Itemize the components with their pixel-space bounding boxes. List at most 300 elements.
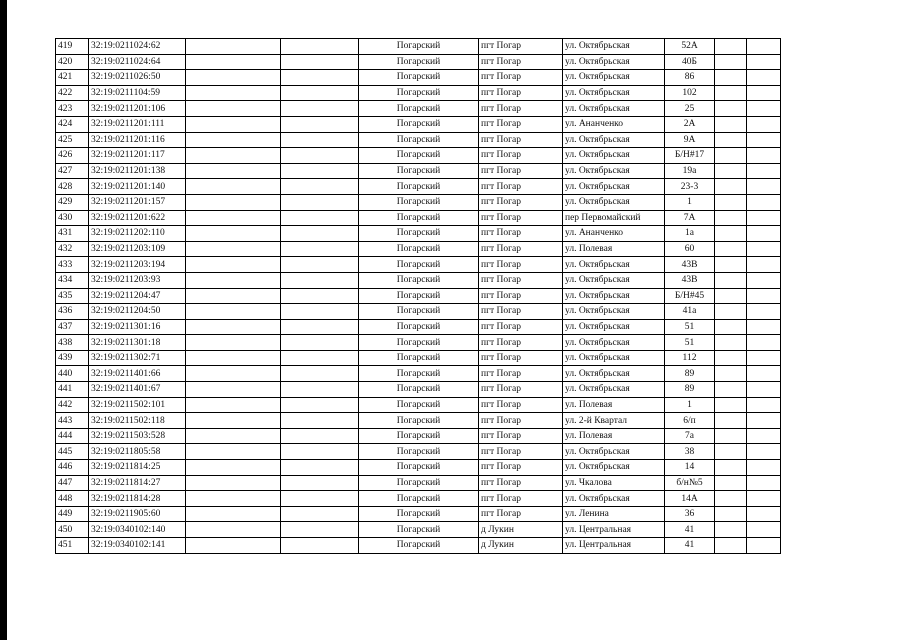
house-number: 40Б (665, 54, 715, 70)
table-row (56, 350, 781, 366)
locality: пгт Погар (479, 39, 563, 55)
empty-cell (281, 272, 359, 288)
cadastral-number: 32:19:0211805:58 (89, 444, 186, 460)
cadastral-number: 32:19:0211204:50 (89, 304, 186, 320)
house-number: 2А (665, 116, 715, 132)
table-row (56, 382, 781, 398)
house-number: 6/п (665, 413, 715, 429)
empty-cell (747, 288, 781, 304)
street: ул. Октябрьская (563, 148, 665, 164)
empty-cell (281, 288, 359, 304)
empty-cell (186, 241, 281, 257)
house-number: Б/Н#17 (665, 148, 715, 164)
empty-cell (747, 304, 781, 320)
empty-cell (747, 148, 781, 164)
empty-cell (747, 116, 781, 132)
empty-cell (281, 319, 359, 335)
street: ул. Октябрьская (563, 366, 665, 382)
cadastral-number: 32:19:0211502:101 (89, 397, 186, 413)
locality: пгт Погар (479, 304, 563, 320)
table-row (56, 179, 781, 195)
cadastral-number: 32:19:0211026:50 (89, 70, 186, 86)
empty-cell (747, 132, 781, 148)
table-row (56, 538, 781, 554)
empty-cell (747, 475, 781, 491)
table-row (56, 272, 781, 288)
empty-cell (715, 444, 747, 460)
empty-cell (281, 475, 359, 491)
row-number: 432 (56, 241, 89, 257)
empty-cell (281, 210, 359, 226)
empty-cell (715, 226, 747, 242)
empty-cell (281, 148, 359, 164)
house-number: 60 (665, 241, 715, 257)
district: Погарский (359, 460, 479, 476)
locality: пгт Погар (479, 413, 563, 429)
table-row (56, 397, 781, 413)
house-number: б/н№5 (665, 475, 715, 491)
row-number: 424 (56, 116, 89, 132)
row-number: 423 (56, 101, 89, 117)
table-row (56, 335, 781, 351)
table-row (56, 366, 781, 382)
locality: пгт Погар (479, 163, 563, 179)
street: ул. Октябрьская (563, 70, 665, 86)
district: Погарский (359, 538, 479, 554)
street: ул. Октябрьская (563, 319, 665, 335)
locality: пгт Погар (479, 506, 563, 522)
district: Погарский (359, 163, 479, 179)
street: ул. Октябрьская (563, 288, 665, 304)
locality: пгт Погар (479, 210, 563, 226)
cadastral-number: 32:19:0211814:25 (89, 460, 186, 476)
empty-cell (747, 210, 781, 226)
cadastral-number: 32:19:0211203:93 (89, 272, 186, 288)
house-number: 14А (665, 491, 715, 507)
empty-cell (186, 350, 281, 366)
district: Погарский (359, 257, 479, 273)
empty-cell (281, 163, 359, 179)
empty-cell (715, 39, 747, 55)
locality: пгт Погар (479, 70, 563, 86)
street: ул. Октябрьская (563, 85, 665, 101)
empty-cell (186, 194, 281, 210)
row-number: 442 (56, 397, 89, 413)
street: ул. Октябрьская (563, 54, 665, 70)
empty-cell (281, 538, 359, 554)
street: ул. Октябрьская (563, 101, 665, 117)
empty-cell (747, 538, 781, 554)
empty-cell (715, 85, 747, 101)
house-number: 36 (665, 506, 715, 522)
district: Погарский (359, 132, 479, 148)
district: Погарский (359, 475, 479, 491)
house-number: Б/Н#45 (665, 288, 715, 304)
row-number: 448 (56, 491, 89, 507)
empty-cell (715, 491, 747, 507)
empty-cell (281, 506, 359, 522)
cadastral-number: 32:19:0211301:16 (89, 319, 186, 335)
table-row (56, 101, 781, 117)
empty-cell (715, 428, 747, 444)
street: ул. Ленина (563, 506, 665, 522)
row-number: 421 (56, 70, 89, 86)
empty-cell (715, 335, 747, 351)
table-row (56, 70, 781, 86)
locality: пгт Погар (479, 257, 563, 273)
empty-cell (281, 350, 359, 366)
row-number: 437 (56, 319, 89, 335)
table-row (56, 116, 781, 132)
empty-cell (281, 241, 359, 257)
empty-cell (281, 304, 359, 320)
table-row (56, 506, 781, 522)
table-row (56, 319, 781, 335)
house-number: 43В (665, 257, 715, 273)
house-number: 52А (665, 39, 715, 55)
table-row (56, 39, 781, 55)
row-number: 436 (56, 304, 89, 320)
empty-cell (281, 226, 359, 242)
empty-cell (747, 522, 781, 538)
street: ул. Центральная (563, 522, 665, 538)
table-row (56, 428, 781, 444)
empty-cell (186, 319, 281, 335)
property-registry-table (55, 38, 781, 554)
street: ул. Октябрьская (563, 444, 665, 460)
cadastral-number: 32:19:0340102:140 (89, 522, 186, 538)
empty-cell (186, 538, 281, 554)
empty-cell (747, 491, 781, 507)
row-number: 422 (56, 85, 89, 101)
table-row (56, 460, 781, 476)
house-number: 23-3 (665, 179, 715, 195)
house-number: 51 (665, 319, 715, 335)
empty-cell (186, 163, 281, 179)
locality: пгт Погар (479, 366, 563, 382)
empty-cell (715, 538, 747, 554)
empty-cell (186, 444, 281, 460)
street: ул. Октябрьская (563, 39, 665, 55)
row-number: 447 (56, 475, 89, 491)
empty-cell (747, 397, 781, 413)
house-number: 1 (665, 397, 715, 413)
empty-cell (715, 460, 747, 476)
empty-cell (186, 226, 281, 242)
locality: пгт Погар (479, 460, 563, 476)
house-number: 1 (665, 194, 715, 210)
house-number: 86 (665, 70, 715, 86)
empty-cell (715, 288, 747, 304)
district: Погарский (359, 210, 479, 226)
district: Погарский (359, 179, 479, 195)
empty-cell (281, 397, 359, 413)
district: Погарский (359, 319, 479, 335)
cadastral-number: 32:19:0211104:59 (89, 85, 186, 101)
empty-cell (747, 163, 781, 179)
street: ул. Октябрьская (563, 335, 665, 351)
house-number: 102 (665, 85, 715, 101)
empty-cell (747, 335, 781, 351)
street: ул. 2-й Квартал (563, 413, 665, 429)
street: ул. Октябрьская (563, 491, 665, 507)
table-row (56, 257, 781, 273)
locality: пгт Погар (479, 475, 563, 491)
district: Погарский (359, 116, 479, 132)
street: ул. Полевая (563, 241, 665, 257)
district: Погарский (359, 39, 479, 55)
empty-cell (747, 70, 781, 86)
district: Погарский (359, 241, 479, 257)
locality: пгт Погар (479, 319, 563, 335)
district: Погарский (359, 194, 479, 210)
empty-cell (715, 54, 747, 70)
empty-cell (186, 179, 281, 195)
empty-cell (715, 163, 747, 179)
locality: пгт Погар (479, 148, 563, 164)
empty-cell (186, 506, 281, 522)
row-number: 434 (56, 272, 89, 288)
empty-cell (281, 194, 359, 210)
row-number: 440 (56, 366, 89, 382)
table-row (56, 241, 781, 257)
empty-cell (715, 210, 747, 226)
cadastral-number: 32:19:0211202:110 (89, 226, 186, 242)
house-number: 7А (665, 210, 715, 226)
row-number: 427 (56, 163, 89, 179)
table-row (56, 413, 781, 429)
empty-cell (281, 335, 359, 351)
locality: пгт Погар (479, 85, 563, 101)
locality: пгт Погар (479, 335, 563, 351)
row-number: 450 (56, 522, 89, 538)
locality: пгт Погар (479, 350, 563, 366)
table-row (56, 194, 781, 210)
cadastral-number: 32:19:0211503:528 (89, 428, 186, 444)
locality: пгт Погар (479, 288, 563, 304)
table-row (56, 475, 781, 491)
locality: пгт Погар (479, 101, 563, 117)
row-number: 430 (56, 210, 89, 226)
empty-cell (747, 382, 781, 398)
row-number: 441 (56, 382, 89, 398)
empty-cell (186, 522, 281, 538)
locality: пгт Погар (479, 382, 563, 398)
district: Погарский (359, 226, 479, 242)
empty-cell (281, 116, 359, 132)
cadastral-number: 32:19:0211401:66 (89, 366, 186, 382)
house-number: 51 (665, 335, 715, 351)
empty-cell (186, 101, 281, 117)
empty-cell (281, 428, 359, 444)
scan-left-edge (0, 0, 7, 640)
empty-cell (186, 428, 281, 444)
empty-cell (281, 444, 359, 460)
street: ул. Полевая (563, 428, 665, 444)
empty-cell (186, 272, 281, 288)
empty-cell (186, 304, 281, 320)
street: ул. Ананченко (563, 116, 665, 132)
house-number: 7а (665, 428, 715, 444)
row-number: 439 (56, 350, 89, 366)
cadastral-number: 32:19:0211024:64 (89, 54, 186, 70)
empty-cell (186, 382, 281, 398)
empty-cell (715, 148, 747, 164)
street: ул. Октябрьская (563, 257, 665, 273)
cadastral-number: 32:19:0211203:109 (89, 241, 186, 257)
cadastral-number: 32:19:0211201:116 (89, 132, 186, 148)
cadastral-number: 32:19:0211814:28 (89, 491, 186, 507)
table-row (56, 288, 781, 304)
empty-cell (715, 132, 747, 148)
cadastral-number: 32:19:0211201:106 (89, 101, 186, 117)
table-row (56, 210, 781, 226)
house-number: 19а (665, 163, 715, 179)
row-number: 433 (56, 257, 89, 273)
district: Погарский (359, 85, 479, 101)
locality: пгт Погар (479, 226, 563, 242)
empty-cell (281, 54, 359, 70)
empty-cell (715, 350, 747, 366)
street: ул. Октябрьская (563, 163, 665, 179)
row-number: 449 (56, 506, 89, 522)
row-number: 443 (56, 413, 89, 429)
district: Погарский (359, 522, 479, 538)
empty-cell (186, 70, 281, 86)
street: ул. Чкалова (563, 475, 665, 491)
empty-cell (747, 179, 781, 195)
row-number: 420 (56, 54, 89, 70)
empty-cell (715, 304, 747, 320)
empty-cell (186, 148, 281, 164)
house-number: 41 (665, 538, 715, 554)
street: ул. Октябрьская (563, 179, 665, 195)
cadastral-number: 32:19:0211201:157 (89, 194, 186, 210)
district: Погарский (359, 148, 479, 164)
empty-cell (747, 506, 781, 522)
house-number: 41а (665, 304, 715, 320)
house-number: 89 (665, 382, 715, 398)
locality: д Лукин (479, 538, 563, 554)
empty-cell (715, 70, 747, 86)
street: ул. Октябрьская (563, 272, 665, 288)
street: ул. Октябрьская (563, 382, 665, 398)
empty-cell (186, 132, 281, 148)
empty-cell (747, 428, 781, 444)
empty-cell (715, 413, 747, 429)
row-number: 438 (56, 335, 89, 351)
empty-cell (281, 132, 359, 148)
empty-cell (747, 413, 781, 429)
table-row (56, 132, 781, 148)
locality: пгт Погар (479, 428, 563, 444)
house-number: 1а (665, 226, 715, 242)
table-row (56, 85, 781, 101)
table-row (56, 491, 781, 507)
table-row (56, 522, 781, 538)
street: ул. Октябрьская (563, 460, 665, 476)
empty-cell (715, 319, 747, 335)
empty-cell (186, 366, 281, 382)
empty-cell (281, 85, 359, 101)
district: Погарский (359, 288, 479, 304)
empty-cell (186, 397, 281, 413)
street: ул. Ананченко (563, 226, 665, 242)
street: ул. Октябрьская (563, 304, 665, 320)
district: Погарский (359, 382, 479, 398)
empty-cell (281, 382, 359, 398)
cadastral-number: 32:19:0211302:71 (89, 350, 186, 366)
locality: пгт Погар (479, 194, 563, 210)
house-number: 25 (665, 101, 715, 117)
table-row (56, 148, 781, 164)
empty-cell (747, 272, 781, 288)
cadastral-number: 32:19:0211201:138 (89, 163, 186, 179)
locality: пгт Погар (479, 132, 563, 148)
district: Погарский (359, 335, 479, 351)
cadastral-number: 32:19:0211201:622 (89, 210, 186, 226)
empty-cell (186, 288, 281, 304)
table-row (56, 54, 781, 70)
street: ул. Октябрьская (563, 194, 665, 210)
row-number: 428 (56, 179, 89, 195)
row-number: 445 (56, 444, 89, 460)
empty-cell (715, 272, 747, 288)
empty-cell (715, 101, 747, 117)
cadastral-number: 32:19:0211502:118 (89, 413, 186, 429)
empty-cell (186, 116, 281, 132)
empty-cell (747, 460, 781, 476)
empty-cell (715, 179, 747, 195)
table-row (56, 226, 781, 242)
cadastral-number: 32:19:0211024:62 (89, 39, 186, 55)
empty-cell (747, 85, 781, 101)
house-number: 14 (665, 460, 715, 476)
table-row (56, 304, 781, 320)
cadastral-number: 32:19:0211905:60 (89, 506, 186, 522)
row-number: 446 (56, 460, 89, 476)
house-number: 41 (665, 522, 715, 538)
row-number: 419 (56, 39, 89, 55)
empty-cell (281, 413, 359, 429)
cadastral-number: 32:19:0211401:67 (89, 382, 186, 398)
locality: пгт Погар (479, 444, 563, 460)
empty-cell (186, 85, 281, 101)
district: Погарский (359, 101, 479, 117)
street: ул. Октябрьская (563, 132, 665, 148)
empty-cell (281, 257, 359, 273)
empty-cell (186, 210, 281, 226)
registry-body (56, 39, 781, 554)
table-row (56, 444, 781, 460)
empty-cell (281, 101, 359, 117)
cadastral-number: 32:19:0211201:111 (89, 116, 186, 132)
house-number: 112 (665, 350, 715, 366)
empty-cell (281, 491, 359, 507)
street: ул. Октябрьская (563, 350, 665, 366)
district: Погарский (359, 413, 479, 429)
district: Погарский (359, 272, 479, 288)
empty-cell (281, 39, 359, 55)
house-number: 38 (665, 444, 715, 460)
district: Погарский (359, 444, 479, 460)
street: ул. Полевая (563, 397, 665, 413)
empty-cell (747, 444, 781, 460)
locality: пгт Погар (479, 54, 563, 70)
street: пер Первомайский (563, 210, 665, 226)
empty-cell (747, 257, 781, 273)
district: Погарский (359, 350, 479, 366)
